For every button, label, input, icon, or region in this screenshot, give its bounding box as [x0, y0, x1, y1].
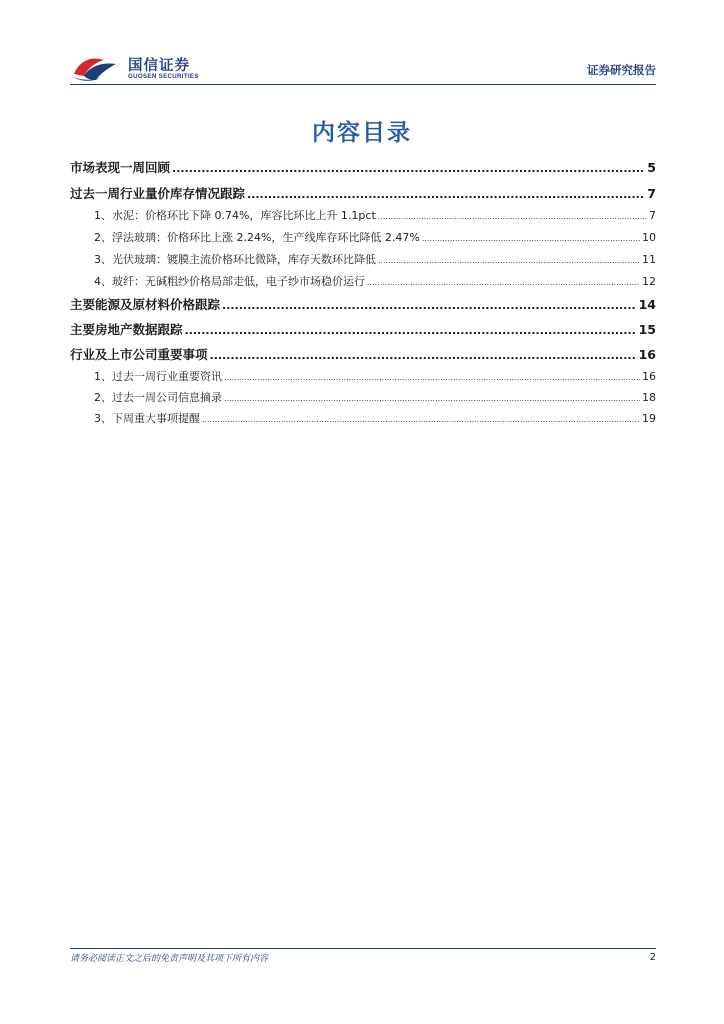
toc-subentry[interactable] [70, 410, 656, 426]
toc-dot-leader [422, 234, 640, 243]
toc-subentry[interactable] [70, 229, 656, 245]
toc-entry[interactable] [70, 345, 656, 363]
toc-entry-page: 7 [647, 186, 656, 201]
toc-title: 内容目录 [312, 120, 412, 146]
toc-entry-page: 7 [649, 209, 656, 222]
toc-subentry[interactable] [70, 389, 656, 405]
toc-entry-page: 16 [642, 370, 656, 383]
toc-entry-page: 11 [642, 253, 656, 266]
toc-entry-page: 15 [638, 322, 656, 337]
toc-entry-page: 19 [642, 412, 656, 425]
logo-english-name: GUOSEN SECURITIES [128, 73, 199, 80]
toc-entry[interactable] [70, 295, 656, 313]
toc-entry-label: 2、过去一周公司信息摘录 [94, 391, 222, 404]
toc-entry-label: 主要能源及原材料价格跟踪 [70, 297, 221, 312]
toc-entry-page: 18 [642, 391, 656, 404]
toc-entry-page: 10 [642, 231, 656, 244]
toc-entry-page: 14 [638, 297, 656, 312]
footer-divider [70, 948, 656, 949]
toc-subentry[interactable] [70, 207, 656, 223]
toc-dot-leader [185, 324, 637, 337]
toc-dot-leader [378, 256, 640, 265]
toc-entry[interactable] [70, 158, 656, 176]
page-number: 2 [649, 952, 656, 963]
toc-entry[interactable] [70, 184, 656, 202]
logo-chinese-name: 国信证券 [128, 58, 190, 74]
toc-entry-label: 主要房地产数据跟踪 [70, 322, 183, 337]
toc-dot-leader [378, 212, 647, 221]
toc-dot-leader [367, 278, 640, 287]
guosen-logo-icon [70, 54, 124, 82]
toc-entry-label: 过去一周行业量价库存情况跟踪 [70, 186, 246, 201]
toc-entry[interactable] [70, 320, 656, 338]
toc-dot-leader [222, 299, 637, 312]
toc-dot-leader [172, 162, 645, 175]
toc-entry-page: 16 [638, 347, 656, 362]
footer-disclaimer: 请务必阅读正文之后的免责声明及其项下所有内容 [70, 954, 269, 964]
toc-entry-label: 行业及上市公司重要事项 [70, 347, 208, 362]
toc-entry-label: 4、玻纤：无碱粗纱价格局部走低，电子纱市场稳价运行 [94, 275, 365, 288]
toc-dot-leader [210, 349, 637, 362]
toc-entry-label: 3、光伏玻璃：镀膜主流价格环比微降，库存天数环比降低 [94, 253, 376, 266]
toc-dot-leader [224, 394, 640, 403]
toc-subentry[interactable] [70, 368, 656, 384]
toc-entry-page: 5 [647, 160, 656, 175]
toc-entry-label: 1、过去一周行业重要资讯 [94, 370, 222, 383]
toc-entry-label: 2、浮法玻璃：价格环比上涨 2.24%，生产线库存环比降低 2.47% [94, 231, 420, 244]
page-header [70, 52, 656, 86]
toc-entry-label: 市场表现一周回顾 [70, 160, 171, 175]
report-type-label: 证券研究报告 [587, 63, 656, 77]
toc-dot-leader [247, 188, 645, 201]
toc-dot-leader [202, 415, 640, 424]
toc-subentry[interactable] [70, 273, 656, 289]
toc-entry-page: 12 [642, 275, 656, 288]
header-divider [70, 84, 656, 85]
guosen-logo [70, 52, 210, 84]
toc-subentry[interactable] [70, 251, 656, 267]
toc-entry-label: 1、水泥：价格环比下降 0.74%，库容比环比上升 1.1pct [94, 209, 376, 222]
toc-dot-leader [224, 373, 640, 382]
toc-entry-label: 3、下周重大事项提醒 [94, 412, 200, 425]
